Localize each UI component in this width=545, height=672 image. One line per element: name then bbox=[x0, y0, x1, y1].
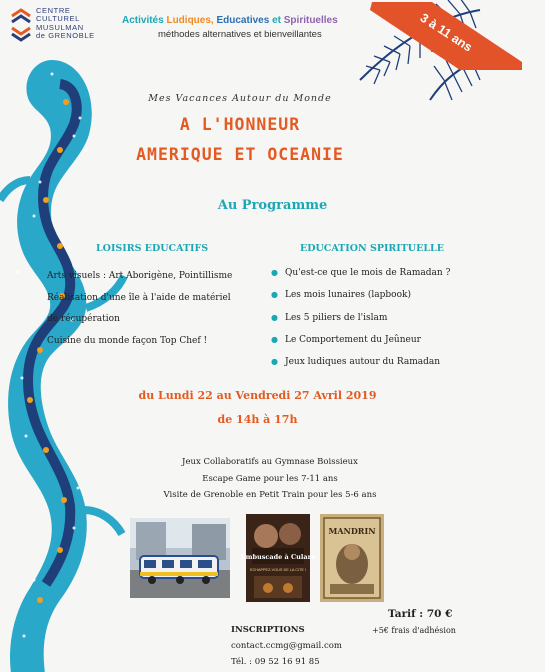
logo-line: de GRENOBLE bbox=[36, 30, 95, 40]
list-item-label: Jeux ludiques autour du Ramadan bbox=[284, 357, 441, 368]
bullet-icon: ● bbox=[271, 268, 278, 277]
membership-fee: +5€ frais d'adhésion bbox=[372, 626, 456, 635]
age-ribbon bbox=[372, 0, 522, 62]
mandrin-poster bbox=[320, 514, 384, 602]
list-item bbox=[271, 284, 450, 306]
event-dates: du Lundi 22 au Vendredi 27 Avril 2019 bbox=[138, 389, 377, 402]
list-item-label: Les mois lunaires (lapbook) bbox=[284, 290, 411, 301]
spirituelle-list bbox=[271, 262, 450, 373]
lizard-illustration bbox=[0, 40, 130, 672]
loisirs-heading: LOISIRS EDUCATIFS bbox=[96, 243, 209, 254]
bullet-icon: ● bbox=[271, 312, 278, 322]
logo-line: MUSULMAN bbox=[36, 22, 84, 32]
list-item bbox=[271, 351, 450, 373]
tagline-word: Ludiques, bbox=[166, 15, 214, 26]
registration-heading: INSCRIPTIONS bbox=[231, 625, 305, 635]
event-hours: de 14h à 17h bbox=[217, 413, 298, 426]
escape-game-poster bbox=[240, 514, 316, 602]
poster-subtitle: ECHAPPEZ-VOUS DE LA CITE ! bbox=[249, 568, 307, 572]
tagline-word: Activités bbox=[122, 15, 164, 26]
age-ribbon-text: 3 à 11 ans bbox=[417, 10, 475, 55]
list-item bbox=[271, 307, 450, 329]
loisirs-list bbox=[47, 266, 232, 352]
list-item: Arts visuels : Art Aborigène, Pointillisme bbox=[47, 271, 233, 281]
event-subtitle: Mes Vacances Autour du Monde bbox=[148, 93, 332, 104]
poster-title: MANDRIN bbox=[328, 526, 376, 536]
list-item-label: Qu'est-ce que le mois de Ramadan ? bbox=[284, 268, 451, 278]
list-item: de récupération bbox=[47, 314, 120, 324]
activity-line: Jeux Collaboratifs au Gymnase Boissieux bbox=[182, 457, 358, 467]
activity-line: Visite de Grenoble en Petit Train pour les 5-6 ans bbox=[163, 490, 377, 500]
bullet-icon: ● bbox=[271, 334, 278, 344]
list-item bbox=[271, 262, 450, 284]
petit-train-photo bbox=[130, 518, 230, 598]
event-title-line2: AMERIQUE ET OCEANIE bbox=[136, 145, 344, 164]
list-item: Réalisation d'une île à l'aide de matériel bbox=[47, 292, 231, 303]
price: Tarif : 70 € bbox=[388, 608, 453, 620]
tagline-subtitle: méthodes alternatives et bienveillantes bbox=[158, 29, 322, 40]
tagline-word: Spirituelles bbox=[283, 15, 338, 26]
bullet-icon: ● bbox=[271, 290, 278, 300]
list-item bbox=[271, 329, 450, 351]
activity-line: Escape Game pour les 7-11 ans bbox=[202, 474, 338, 484]
logo-line: CENTRE bbox=[36, 6, 71, 15]
list-item-label: Le Comportement du Jeûneur bbox=[284, 334, 421, 345]
list-item-label: Les 5 piliers de l'islam bbox=[284, 312, 388, 323]
contact-email: contact.ccmg@gmail.com bbox=[231, 641, 342, 651]
list-item: Cuisine du monde façon Top Chef ! bbox=[47, 335, 208, 346]
tagline-word: et bbox=[272, 15, 281, 26]
poster-title: Embuscade à Cularo bbox=[240, 553, 316, 561]
spirituelle-heading: EDUCATION SPIRITUELLE bbox=[300, 243, 444, 254]
programme-heading: Au Programme bbox=[217, 198, 328, 213]
event-title-line1: A L'HONNEUR bbox=[179, 115, 301, 134]
logo-text bbox=[36, 7, 95, 40]
bullet-icon: ● bbox=[271, 357, 278, 367]
contact-phone: Tél. : 09 52 16 91 85 bbox=[231, 657, 320, 667]
tagline bbox=[122, 15, 338, 26]
logo-line: CULTUREL bbox=[36, 14, 80, 24]
tagline-word: Educatives bbox=[216, 15, 270, 26]
logo-mark bbox=[8, 8, 34, 42]
